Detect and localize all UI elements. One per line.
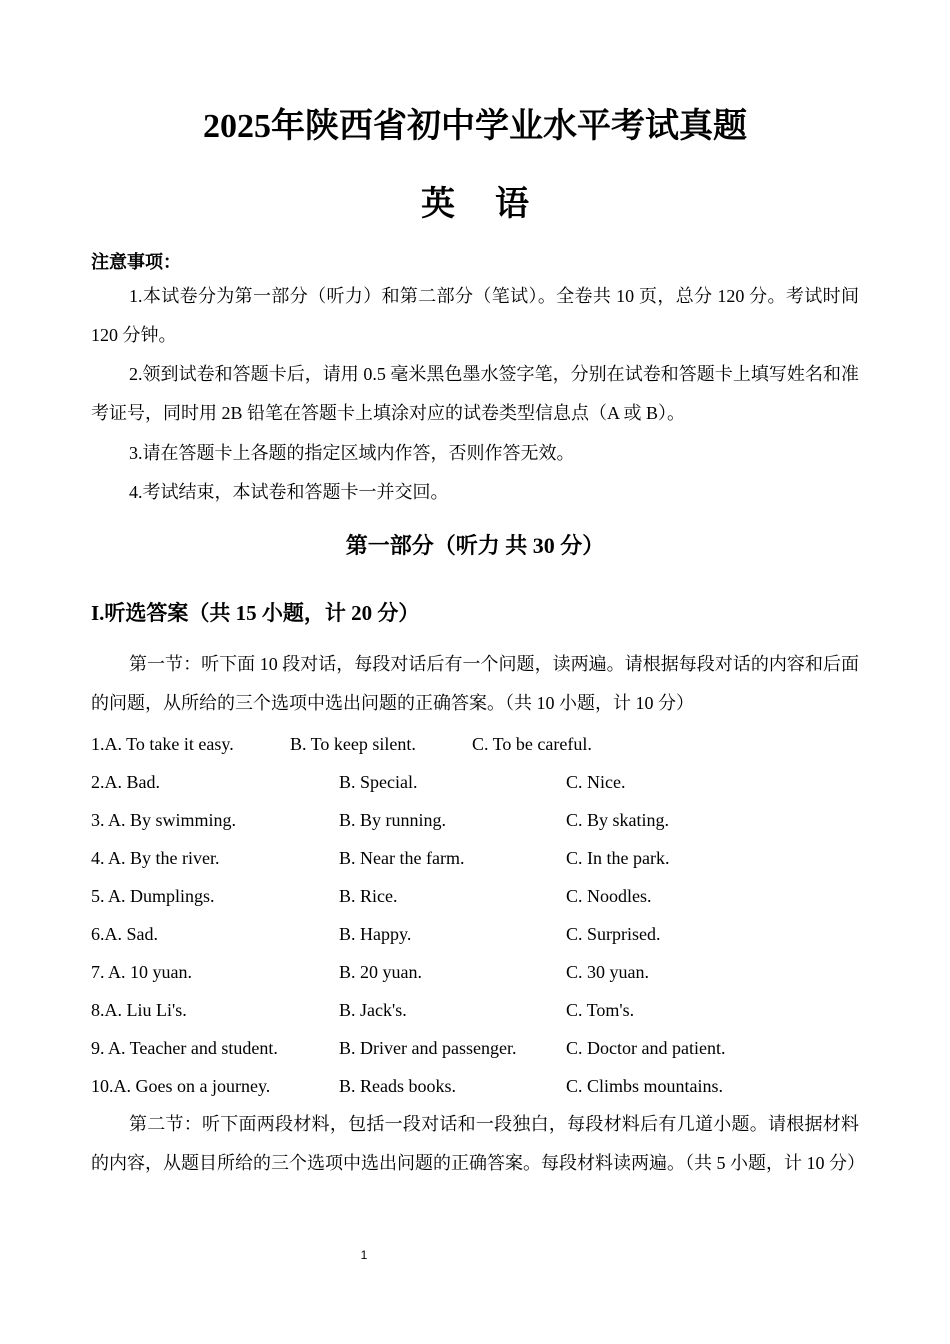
option-a: 3. A. By swimming. — [91, 810, 237, 830]
notice-item-1: 1.本试卷分为第一部分（听力）和第二部分（笔试）。全卷共 10 页，总分 120 分。考试时间 120 分钟。 — [91, 286, 859, 345]
option-b: B. Special. — [339, 772, 418, 792]
option-b: B. Jack's. — [339, 1000, 407, 1020]
notice-item-2: 2.领到试卷和答题卡后，请用 0.5 毫米黑色墨水签字笔，分别在试卷和答题卡上填写姓名和准考证号，同时用 2B 铅笔在答题卡上填涂对应的试卷类型信息点（A 或 B）。 — [91, 364, 859, 423]
question-row — [91, 1033, 871, 1063]
option-a: 10.A. Goes on a journey. — [91, 1076, 271, 1096]
option-a: 9. A. Teacher and student. — [91, 1038, 278, 1058]
option-b: B. Happy. — [339, 924, 412, 944]
option-c: C. By skating. — [566, 810, 670, 830]
option-a: 7. A. 10 yuan. — [91, 962, 192, 982]
option-c: C. To be careful. — [472, 734, 592, 754]
option-c: C. Noodles. — [566, 886, 652, 906]
question-row — [91, 805, 871, 835]
option-a: 6.A. Sad. — [91, 924, 158, 944]
option-a: 5. A. Dumplings. — [91, 886, 215, 906]
option-c: C. Climbs mountains. — [566, 1076, 724, 1096]
question-row — [91, 729, 871, 759]
question-row — [91, 1071, 871, 1101]
question-row — [91, 957, 871, 987]
option-b: B. Reads books. — [339, 1076, 456, 1096]
option-a: 4. A. By the river. — [91, 848, 220, 868]
option-c: C. Doctor and patient. — [566, 1038, 726, 1058]
exam-title: 2025年陕西省初中学业水平考试真题 — [203, 108, 747, 145]
option-c: C. In the park. — [566, 848, 670, 868]
question-row — [91, 843, 871, 873]
option-a: 2.A. Bad. — [91, 772, 160, 792]
option-b: B. By running. — [339, 810, 447, 830]
option-c: C. 30 yuan. — [566, 962, 649, 982]
section2-intro: 第二节：听下面两段材料，包括一段对话和一段独白，每段材料后有几道小题。请根据材料的内容，从题目所给的三个选项中选出问题的正确答案。每段材料读两遍。（共 5 小题，计 10 分） — [91, 1114, 865, 1173]
question-row — [91, 881, 871, 911]
option-b: B. Driver and passenger. — [339, 1038, 517, 1058]
notice-item-3: 3.请在答题卡上各题的指定区域内作答，否则作答无效。 — [129, 443, 575, 463]
option-c: C. Surprised. — [566, 924, 661, 944]
notice-heading: 注意事项： — [91, 252, 181, 272]
option-a: 1.A. To take it easy. — [91, 734, 234, 754]
notice-item-4: 4.考试结束，本试卷和答题卡一并交回。 — [129, 482, 449, 502]
option-b: B. To keep silent. — [290, 734, 416, 754]
question-row — [91, 919, 871, 949]
option-c: C. Tom's. — [566, 1000, 635, 1020]
part-heading: I.听选答案（共 15 小题，计 20 分） — [91, 601, 420, 625]
subject-title: 英语 — [421, 186, 569, 223]
option-a: 8.A. Liu Li's. — [91, 1000, 187, 1020]
option-c: C. Nice. — [566, 772, 626, 792]
question-row — [91, 995, 871, 1025]
option-b: B. 20 yuan. — [339, 962, 422, 982]
section1-intro: 第一节：听下面 10 段对话，每段对话后有一个问题，读两遍。请根据每段对话的内容和后面的问题，从所给的三个选项中选出问题的正确答案。（共 10 小题，计 10 分） — [91, 654, 859, 713]
page-number: 1 — [360, 1248, 368, 1262]
option-b: B. Near the farm. — [339, 848, 465, 868]
option-b: B. Rice. — [339, 886, 398, 906]
question-row — [91, 767, 871, 797]
section-title-listening: 第一部分（听力 共 30 分） — [345, 533, 605, 558]
